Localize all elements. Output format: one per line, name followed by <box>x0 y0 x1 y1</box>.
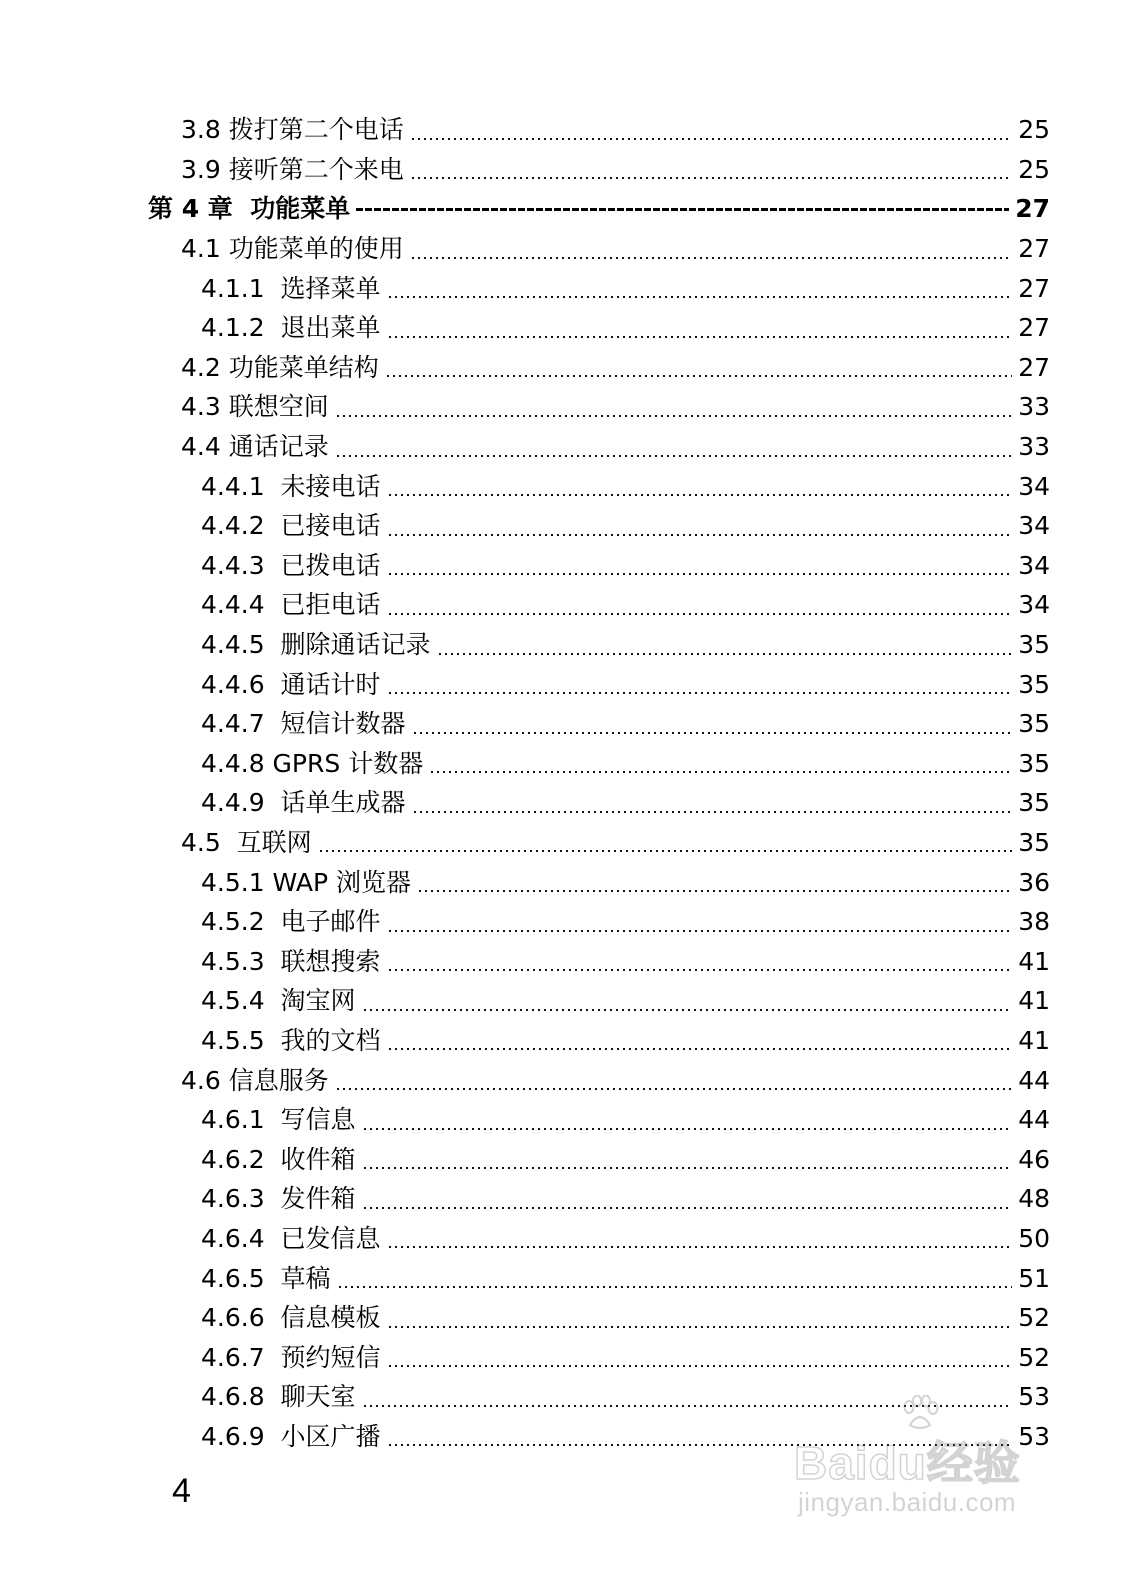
toc-entry-page: 53 <box>1018 1421 1050 1451</box>
toc-entry-page: 35 <box>1018 827 1050 857</box>
toc-dot-leader <box>387 336 1013 338</box>
toc-entry-page: 27 <box>1018 234 1050 264</box>
toc-dot-leader <box>412 811 1013 813</box>
page-number: 4 <box>172 1472 191 1510</box>
toc-entry-title: 4.4.1 未接电话 <box>201 471 381 501</box>
toc-dot-leader <box>362 1009 1013 1011</box>
toc-entry-page: 35 <box>1018 630 1050 660</box>
toc-dot-leader <box>410 257 1012 259</box>
toc-entry-title: 4.4.5 删除通话记录 <box>201 630 431 660</box>
toc-dot-leader <box>362 1128 1013 1130</box>
toc-entry-page: 34 <box>1018 550 1050 580</box>
toc-entry-22[interactable] <box>0 981 1132 1021</box>
toc-entry-title: 4.4.3 已拨电话 <box>201 550 381 580</box>
watermark-brand: Baidu经验 <box>794 1437 1021 1489</box>
toc-entry-19[interactable] <box>0 862 1132 902</box>
toc-entry-27[interactable] <box>0 1179 1132 1219</box>
toc-entry-28[interactable] <box>0 1219 1132 1259</box>
toc-entry-page: 27 <box>1018 352 1050 382</box>
toc-entry-title: 4.4 通话记录 <box>181 432 329 462</box>
toc-dot-leader <box>387 494 1013 496</box>
toc-entry-12[interactable] <box>0 585 1132 625</box>
toc-dot-leader <box>335 1088 1012 1090</box>
toc-entry-title: 3.9 接听第二个来电 <box>181 154 404 184</box>
toc-dot-leader <box>385 375 1012 377</box>
toc-entry-page: 33 <box>1018 432 1050 462</box>
toc-entry-25[interactable] <box>0 1100 1132 1140</box>
watermark-url: jingyan.baidu.com <box>798 1487 1017 1517</box>
toc-entry-title: 4.4.9 话单生成器 <box>201 788 406 818</box>
toc-entry-page: 34 <box>1018 471 1050 501</box>
toc-dot-leader <box>412 732 1013 734</box>
toc-entry-title: 4.5.1 WAP 浏览器 <box>201 867 412 897</box>
toc-entry-page: 27 <box>1018 313 1050 343</box>
toc-entry-3[interactable] <box>0 229 1132 269</box>
toc-entry-page: 44 <box>1018 1105 1050 1135</box>
toc-entry-page: 52 <box>1018 1342 1050 1372</box>
toc-entry-15[interactable] <box>0 704 1132 744</box>
toc-dot-leader <box>362 1207 1013 1209</box>
toc-dot-leader <box>387 1444 1013 1446</box>
toc-entry-title: 4.6.3 发件箱 <box>201 1184 356 1214</box>
toc-entry-page: 27 <box>1018 273 1050 303</box>
toc-entry-page: 34 <box>1018 511 1050 541</box>
toc-entry-title: 4.6.4 已发信息 <box>201 1223 381 1253</box>
toc-dot-leader <box>410 177 1012 179</box>
toc-dot-leader <box>410 138 1012 140</box>
toc-entry-17[interactable] <box>0 783 1132 823</box>
toc-entry-title: 4.6.9 小区广播 <box>201 1421 381 1451</box>
toc-entry-page: 35 <box>1018 748 1050 778</box>
toc-entry-title: 4.3 联想空间 <box>181 392 329 422</box>
toc-entry-page: 25 <box>1018 154 1050 184</box>
toc-entry-20[interactable] <box>0 902 1132 942</box>
toc-entry-page: 41 <box>1018 1025 1050 1055</box>
toc-entry-page: 50 <box>1018 1223 1050 1253</box>
toc-dot-leader <box>387 1048 1013 1050</box>
toc-entry-5[interactable] <box>0 308 1132 348</box>
toc-entry-1[interactable] <box>0 150 1132 190</box>
toc-entry-page: 27 <box>1015 194 1050 224</box>
toc-entry-title: 4.4.2 已接电话 <box>201 511 381 541</box>
toc-entry-page: 36 <box>1018 867 1050 897</box>
toc-dot-leader <box>417 890 1012 892</box>
toc-dot-leader <box>387 613 1013 615</box>
toc-entry-4[interactable] <box>0 268 1132 308</box>
toc-entry-title: 4.6.1 写信息 <box>201 1105 356 1135</box>
toc-entry-page: 41 <box>1018 946 1050 976</box>
toc-entry-32[interactable] <box>0 1377 1132 1417</box>
toc-dot-leader <box>318 850 1013 852</box>
toc-entry-title: 第 4 章 功能菜单 <box>148 194 351 224</box>
toc-entry-title: 4.6.6 信息模板 <box>201 1303 381 1333</box>
toc-entry-page: 35 <box>1018 788 1050 818</box>
toc-entry-page: 35 <box>1018 709 1050 739</box>
toc-entry-page: 41 <box>1018 986 1050 1016</box>
toc-entry-33[interactable] <box>0 1417 1132 1457</box>
toc-dot-leader <box>387 969 1013 971</box>
toc-dot-leader <box>387 573 1013 575</box>
toc-entry-title: 4.5.5 我的文档 <box>201 1025 381 1055</box>
toc-entry-7[interactable] <box>0 387 1132 427</box>
toc-entry-page: 34 <box>1018 590 1050 620</box>
toc-entry-page: 35 <box>1018 669 1050 699</box>
toc-entry-29[interactable] <box>0 1258 1132 1298</box>
toc-entry-title: 4.4.6 通话计时 <box>201 669 381 699</box>
toc-entry-title: 4.6 信息服务 <box>181 1065 329 1095</box>
toc-entry-title: 4.2 功能菜单结构 <box>181 352 379 382</box>
toc-dot-leader <box>387 930 1013 932</box>
toc-entry-26[interactable] <box>0 1139 1132 1179</box>
toc-entry-title: 4.1.1 选择菜单 <box>201 273 381 303</box>
toc-entry-title: 4.4.7 短信计数器 <box>201 709 406 739</box>
toc-entry-title: 4.5.2 电子邮件 <box>201 907 381 937</box>
toc-entry-title: 4.6.5 草稿 <box>201 1263 331 1293</box>
toc-entry-page: 51 <box>1018 1263 1050 1293</box>
toc-entry-18[interactable] <box>0 823 1132 863</box>
toc-entry-14[interactable] <box>0 664 1132 704</box>
toc-dot-leader <box>387 534 1013 536</box>
toc-entry-title: 4.5.4 淘宝网 <box>201 986 356 1016</box>
toc-entry-page: 38 <box>1018 907 1050 937</box>
toc-entry-9[interactable] <box>0 466 1132 506</box>
toc-entry-title: 3.8 拨打第二个电话 <box>181 115 404 145</box>
toc-dot-leader <box>437 653 1013 655</box>
toc-dot-leader <box>387 1365 1013 1367</box>
toc-dot-leader <box>387 692 1013 694</box>
toc-entry-11[interactable] <box>0 546 1132 586</box>
toc-entry-21[interactable] <box>0 941 1132 981</box>
toc-entry-title: 4.5.3 联想搜索 <box>201 946 381 976</box>
toc-entry-page: 33 <box>1018 392 1050 422</box>
toc-entry-0[interactable] <box>0 110 1132 150</box>
toc-entry-page: 52 <box>1018 1303 1050 1333</box>
table-of-contents <box>0 110 1132 1456</box>
toc-dot-leader <box>387 1246 1013 1248</box>
toc-entry-title: 4.1 功能菜单的使用 <box>181 234 404 264</box>
toc-entry-title: 4.6.8 聊天室 <box>201 1382 356 1412</box>
toc-entry-title: 4.5 互联网 <box>181 827 312 857</box>
toc-dot-leader <box>335 415 1012 417</box>
toc-dot-leader <box>362 1167 1013 1169</box>
toc-entry-6[interactable] <box>0 348 1132 388</box>
toc-entry-title: 4.6.2 收件箱 <box>201 1144 356 1174</box>
toc-entry-title: 4.4.4 已拒电话 <box>201 590 381 620</box>
toc-entry-page: 48 <box>1018 1184 1050 1214</box>
toc-entry-title: 4.1.2 退出菜单 <box>201 313 381 343</box>
toc-entry-2[interactable] <box>0 189 1132 229</box>
toc-entry-13[interactable] <box>0 625 1132 665</box>
toc-entry-title: 4.4.8 GPRS 计数器 <box>201 748 424 778</box>
toc-entry-8[interactable] <box>0 427 1132 467</box>
toc-entry-31[interactable] <box>0 1337 1132 1377</box>
toc-dot-leader <box>335 455 1012 457</box>
toc-dot-leader <box>362 1405 1013 1407</box>
toc-entry-23[interactable] <box>0 1021 1132 1061</box>
toc-dot-leader <box>337 1286 1013 1288</box>
toc-entry-page: 25 <box>1018 115 1050 145</box>
toc-dot-leader <box>387 1326 1013 1328</box>
toc-entry-page: 53 <box>1018 1382 1050 1412</box>
toc-dot-leader <box>356 208 1009 211</box>
toc-dot-leader <box>429 771 1012 773</box>
toc-entry-page: 44 <box>1018 1065 1050 1095</box>
toc-entry-title: 4.6.7 预约短信 <box>201 1342 381 1372</box>
toc-entry-16[interactable] <box>0 744 1132 784</box>
toc-entry-24[interactable] <box>0 1060 1132 1100</box>
toc-dot-leader <box>387 296 1013 298</box>
toc-entry-10[interactable] <box>0 506 1132 546</box>
toc-entry-30[interactable] <box>0 1298 1132 1338</box>
toc-entry-page: 46 <box>1018 1144 1050 1174</box>
